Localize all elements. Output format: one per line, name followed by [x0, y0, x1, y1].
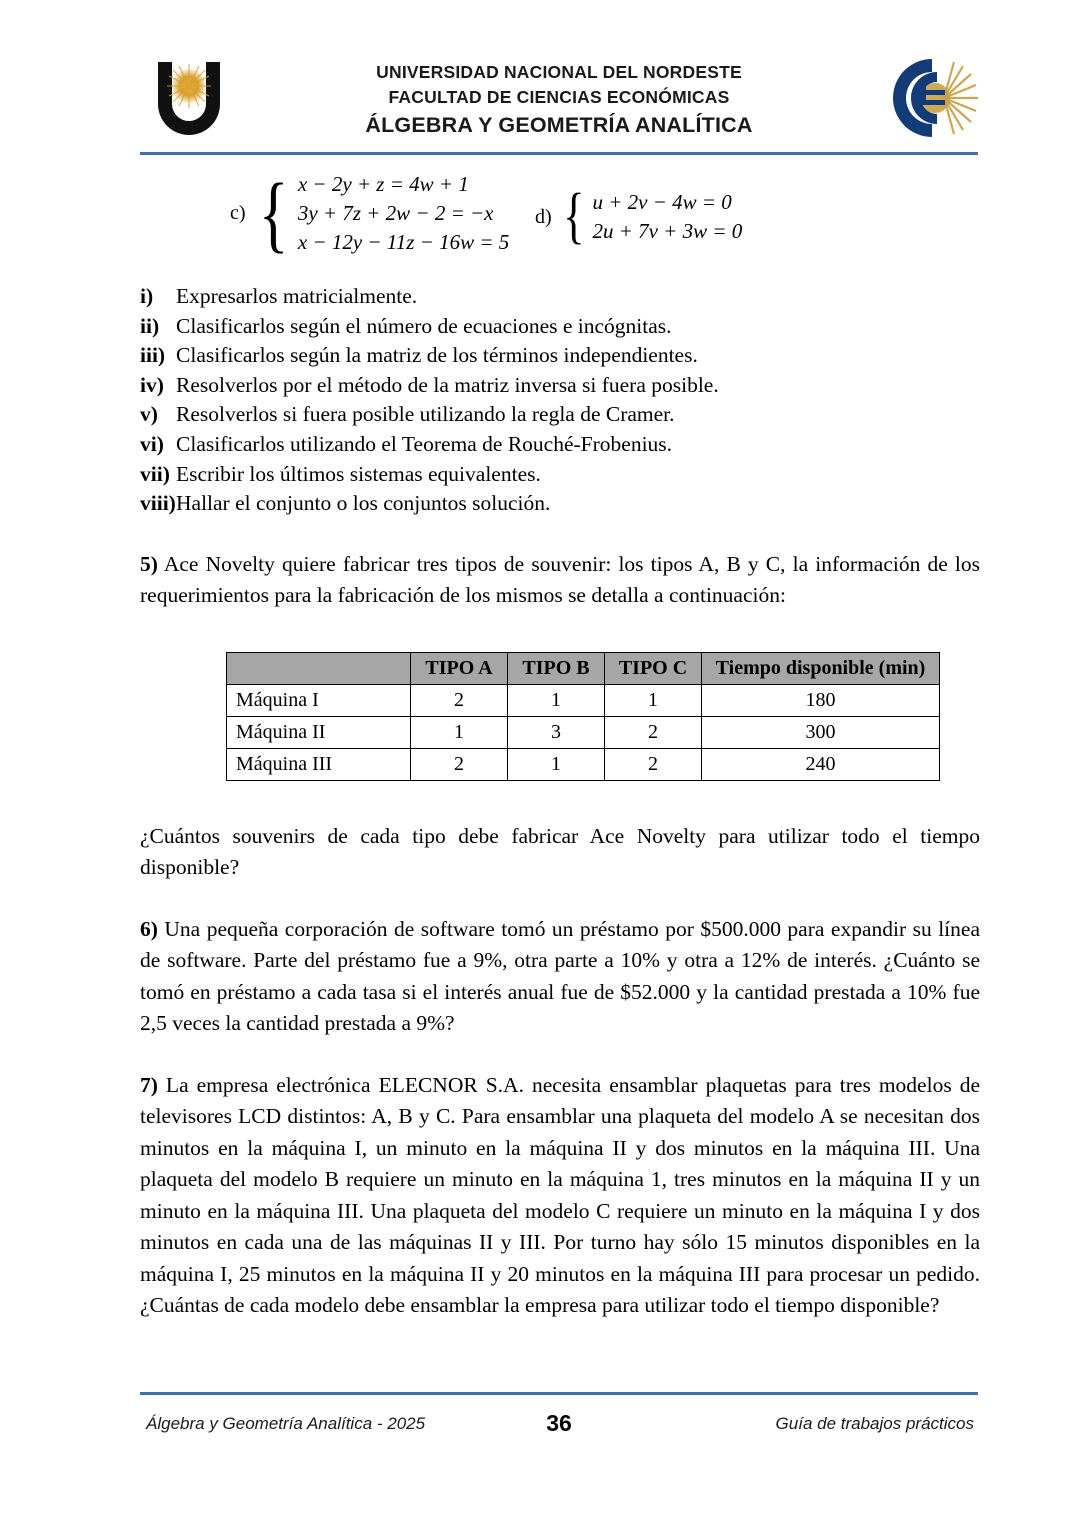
- table-col-header-tipo-c: TIPO C: [605, 652, 702, 684]
- equation-line: x − 12y − 11z − 16w = 5: [297, 230, 510, 254]
- table-col-header-tiempo: Tiempo disponible (min): [702, 652, 940, 684]
- list-item-marker: v): [140, 402, 158, 427]
- list-item-label: Clasificarlos según el número de ecuaciones e incógnitas.: [176, 313, 672, 338]
- fce-e-sun-logo: [888, 52, 980, 144]
- table-cell-tipo-a: 2: [411, 684, 508, 716]
- list-item: [140, 400, 980, 430]
- list-item-marker: vi): [140, 431, 164, 456]
- list-item-label: Clasificarlos según la matriz de los términos independientes.: [176, 343, 698, 368]
- table-cell-machine: Máquina III: [227, 748, 411, 780]
- exercise-6: [140, 914, 980, 1040]
- list-item: [140, 371, 980, 401]
- spacer: [140, 519, 980, 549]
- list-item-marker: i): [140, 284, 154, 308]
- table-cell-machine: Máquina I: [227, 684, 411, 716]
- exercise-7-text: La empresa electrónica ELECNOR S.A. necesita ensamblar plaquetas para tres modelos de televisores LCD distintos: A, B y C. Para ensamblar una plaqueta del modelo A se necesitan dos minutos en la máquina I, un minuto en la máquina II y dos minutos en la máquina III. Una plaqueta del modelo B requiere un minuto en la máquina 1, tres minutos en la máquina II y un minuto en la máquina III. Una plaqueta del modelo C requiere un minuto en la máquina I y dos minutos en cada una de las máquinas II y III. Por turno hay sólo 15 minutos disponibles en la máquina I, 25 minutos en la máquina II y 20 minutos en la máquina III para procesar un pedido. ¿Cuántas de cada modelo debe ensamblar la empresa para utilizar todo el tiempo disponible?: [140, 1072, 980, 1318]
- list-item-label: Resolverlos si fuera posible utilizando la regla de Cramer.: [176, 402, 675, 427]
- system-d-label: d): [535, 205, 552, 228]
- footer-divider-rule: [140, 1392, 978, 1395]
- requirements-table-wrapper: [226, 652, 926, 781]
- exercise-6-text: Una pequeña corporación de software tomó un préstamo por $500.000 para expandir su línea de software. Parte del préstamo fue a 9%, otra parte a 10% y otra a 12% de interés. ¿Cuánto se tomó en préstamo a cada tasa si el interés anual fue de $52.000 y la cantidad prestada a 10% fue 2,5 veces la cantidad prestada a 9%?: [140, 916, 980, 1036]
- table-cell-tipo-b: 1: [508, 748, 605, 780]
- table-col-header-blank: [227, 652, 411, 684]
- spacer: [140, 612, 980, 652]
- table-cell-machine: Máquina II: [227, 716, 411, 748]
- list-item: [140, 282, 980, 312]
- footer-course-label: Álgebra y Geometría Analítica - 2025: [146, 1414, 426, 1433]
- brace-icon: {: [562, 182, 585, 251]
- table-col-header-tipo-b: TIPO B: [508, 652, 605, 684]
- table-cell-tipo-b: 1: [508, 684, 605, 716]
- unne-u-sun-logo: [146, 58, 232, 140]
- system-c-label: c): [230, 202, 246, 224]
- list-item-label: Expresarlos matricialmente.: [176, 284, 418, 308]
- list-item-label: Clasificarlos utilizando el Teorema de Rouché-Frobenius.: [176, 431, 673, 456]
- table-cell-tipo-b: 3: [508, 716, 605, 748]
- list-item-label: Escribir los últimos sistemas equivalentes.: [176, 461, 541, 486]
- exercise-5-intro: [140, 549, 980, 612]
- table-cell-tipo-c: 2: [605, 748, 702, 780]
- brace-icon: {: [258, 164, 289, 261]
- footer-doc-label: Guía de trabajos prácticos: [775, 1414, 974, 1433]
- equation-line: 3y + 7z + 2w − 2 = −x: [297, 201, 494, 225]
- roman-instruction-list: [140, 282, 980, 519]
- requirements-table: [226, 652, 940, 781]
- table-cell-tipo-a: 1: [411, 716, 508, 748]
- list-item: [140, 341, 980, 371]
- exercise-5-question: ¿Cuántos souvenirs de cada tipo debe fabricar Ace Novelty para utilizar todo el tiempo disponible?: [140, 823, 980, 880]
- system-d: [535, 182, 743, 251]
- table-row: [227, 748, 940, 780]
- table-row: [227, 684, 940, 716]
- table-cell-tiempo: 180: [702, 684, 940, 716]
- equation-line: x − 2y + z = 4w + 1: [297, 172, 469, 196]
- list-item: [140, 312, 980, 342]
- list-item-marker: viii): [140, 491, 176, 516]
- faculty-name: FACULTAD DE CIENCIAS ECONÓMICAS: [388, 87, 730, 107]
- document-body: [140, 164, 980, 1322]
- table-col-header-tipo-a: TIPO A: [411, 652, 508, 684]
- list-item: [140, 430, 980, 460]
- table-header-row: [227, 652, 940, 684]
- page-footer: [140, 1410, 978, 1444]
- exercise-7-number: 7): [140, 1072, 158, 1097]
- exercise-5-number: 5): [140, 551, 158, 576]
- course-name: ÁLGEBRA Y GEOMETRÍA ANALÍTICA: [365, 113, 753, 137]
- spacer: [140, 781, 980, 821]
- table-row: [227, 716, 940, 748]
- university-name: UNIVERSIDAD NACIONAL DEL NORDESTE: [376, 62, 742, 82]
- list-item: [140, 460, 980, 490]
- equation-line: u + 2v − 4w = 0: [592, 190, 732, 214]
- equation-line: 2u + 7v + 3w = 0: [592, 219, 743, 243]
- exercise-6-number: 6): [140, 916, 158, 941]
- page-header: [138, 52, 980, 144]
- list-item-label: Hallar el conjunto o los conjuntos solución.: [176, 491, 551, 516]
- header-divider-rule: [140, 152, 978, 155]
- table-cell-tipo-c: 1: [605, 684, 702, 716]
- list-item-marker: iv): [140, 372, 164, 397]
- equation-systems-row: [140, 164, 980, 278]
- list-item-marker: iii): [140, 343, 166, 368]
- table-cell-tipo-c: 2: [605, 716, 702, 748]
- system-c-equations: [298, 170, 509, 257]
- table-cell-tipo-a: 2: [411, 748, 508, 780]
- list-item-label: Resolverlos por el método de la matriz inversa si fuera posible.: [176, 372, 719, 397]
- exercise-7: [140, 1070, 980, 1322]
- spacer: [140, 1040, 980, 1070]
- exercise-5-text: Ace Novelty quiere fabricar tres tipos de souvenir: los tipos A, B y C, la información de los requerimientos para la fabricación de los mismos se detalla a continuación:: [140, 551, 980, 608]
- system-d-equations: [592, 188, 742, 246]
- spacer: [140, 884, 980, 914]
- list-item-marker: vii): [140, 461, 170, 486]
- table-cell-tiempo: 300: [702, 716, 940, 748]
- list-item-marker: ii): [140, 313, 160, 338]
- header-title-group: [248, 60, 870, 141]
- page-number: 36: [546, 1410, 572, 1436]
- list-item: [140, 489, 980, 519]
- table-cell-tiempo: 240: [702, 748, 940, 780]
- system-c: [230, 164, 510, 261]
